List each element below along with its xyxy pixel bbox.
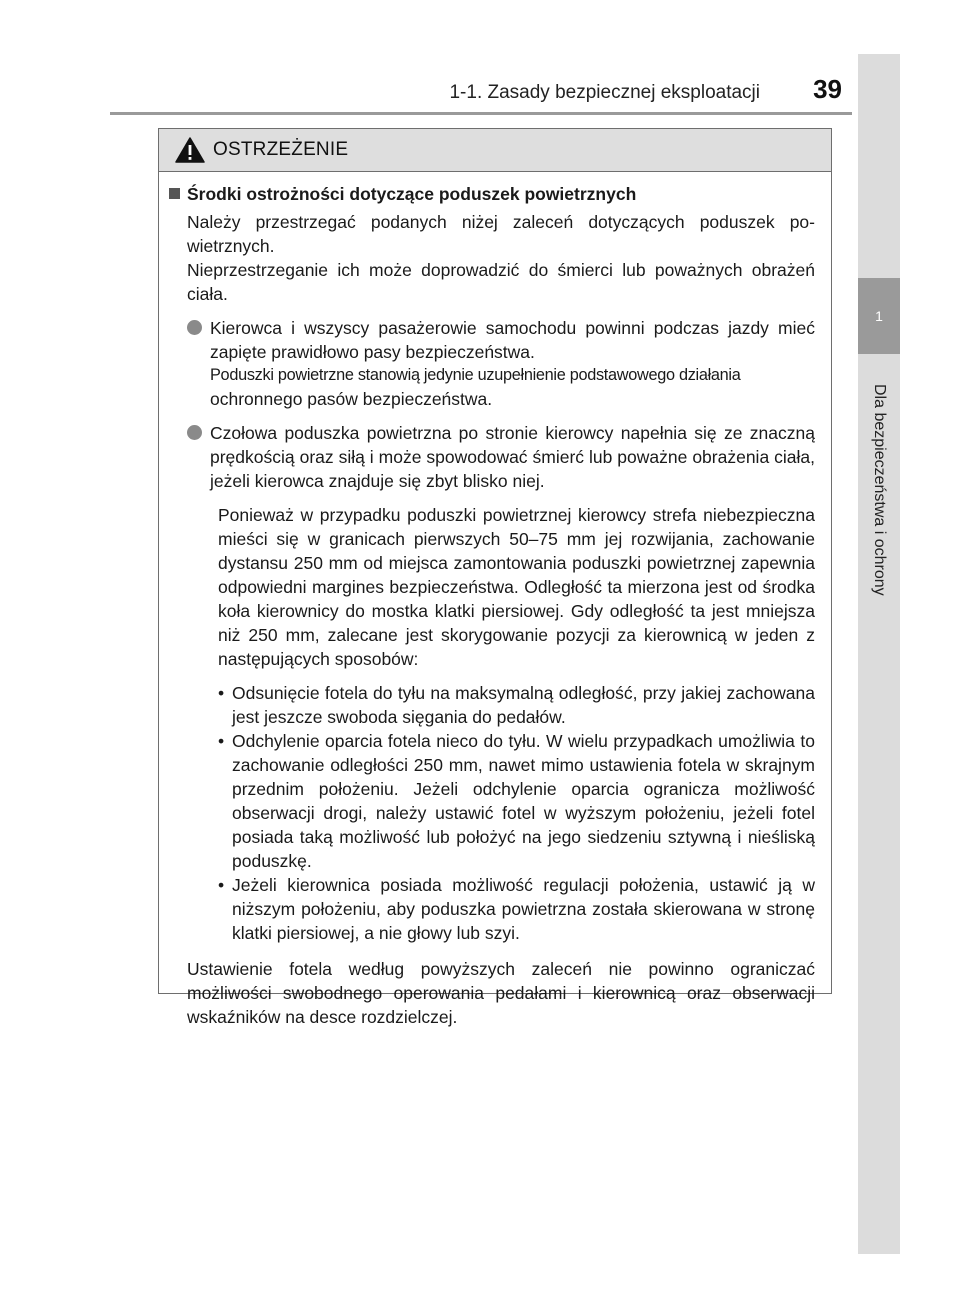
list-bullet: • (218, 683, 225, 703)
section-heading (169, 182, 815, 206)
warning-title: OSTRZEŻENIE (213, 139, 349, 160)
list-item (218, 681, 815, 729)
bullet-item-seatbelts (187, 316, 815, 411)
chapter-number: 1 (858, 278, 900, 354)
page-number: 39 (813, 74, 842, 104)
square-bullet-icon (169, 188, 180, 199)
header-rule (110, 112, 852, 115)
list-bullet: • (218, 875, 225, 895)
section-heading-text: Środki ostrożności dotyczące poduszek powietrznych (187, 184, 637, 204)
list-item-text: Jeżeli kierownica posiada możliwość regulacji położenia, ustawić ją w niższym położeniu, aby poduszka powietrzna została skierowana w stronę klatki piersiowej, a nie głowy lub szyi. (232, 875, 815, 943)
closing-paragraph: Ustawienie fotela według powyższych zaleceń nie powinno ograniczać możliwości swobodnego operowania pedałami i kierownicą oraz obserwacji wskaźników na desce rozdzielczej. (187, 959, 815, 1027)
list-item (218, 729, 815, 873)
bullet-content (210, 421, 815, 493)
intro-paragraph-2: Nieprzestrzeganie ich może doprowadzić do śmierci lub poważnych obrażeń ciała. (187, 260, 815, 304)
bullet-item-driver-airbag (187, 421, 815, 493)
chapter-side-tab (858, 54, 900, 1254)
warning-box (158, 128, 832, 1027)
warning-header (159, 129, 831, 172)
bullet-note-line-2: ochronnego pasów bezpieczeństwa. (210, 389, 493, 409)
bullet-text: Kierowca i wszyscy pasażerowie samochodu powinni podczas jazdy mieć zapięte prawidłowo pasy bezpieczeństwa. (210, 318, 815, 362)
warning-triangle-icon (175, 137, 205, 163)
explanation-paragraph: Ponieważ w przypadku poduszki powietrznej kierowcy strefa niebezpieczna mieści się w granicach pierwszych 50–75 mm jej rozwijania, zachowanie dystansu 250 mm od miejsca zamontowania poduszki powietrznej zapewnia odpowiedni margines bezpieczeństwa. Odległość ta mierzona jest od środka koła kierownicy do mostka klatki piersiowej. Gdy odległość ta jest mniejsza niż 250 mm, zalecane jest skorygowanie pozycji za kierownicą w jeden z następujących sposobów: (218, 505, 815, 669)
round-bullet-icon (187, 425, 202, 440)
warning-body (159, 172, 831, 1029)
chapter-label: Dla bezpieczeństwa i ochrony (871, 384, 888, 596)
header-section-title: 1-1. Zasady bezpiecznej eksploatacji (449, 82, 760, 103)
bullet-text: Czołowa poduszka powietrzna po stronie kierowcy napełnia się ze znaczną prędkością oraz siłą i może spowodować śmierć lub poważne obrażenia ciała, jeżeli kierowca znajduje się zbyt blisko niej. (210, 423, 815, 491)
bullet-content (210, 316, 815, 411)
list-bullet: • (218, 731, 225, 751)
list-item-text: Odsunięcie fotela do tyłu na maksymalną odległość, przy jakiej zachowana jest jeszcze swoboda sięgania do pedałów. (232, 683, 815, 727)
bullet-note-line-1: Poduszki powietrzne stanowią jedynie uzupełnienie podstawowego działania (210, 366, 741, 384)
round-bullet-icon (187, 320, 202, 335)
intro-paragraph-1: Należy przestrzegać podanych niżej zaleceń dotyczących poduszek powietrznych. (187, 212, 815, 256)
chapter-label-wrap (858, 384, 900, 744)
adjustment-list (218, 681, 815, 945)
list-item-text: Odchylenie oparcia fotela nieco do tyłu. W wielu przypadkach umożliwia to zachowanie odległości 250 mm, nawet mimo ustawienia fotela w skrajnym przednim położeniu. Jeżeli odchylenie oparcia ogranicza możliwość obserwacji drogi, należy ustawić fotel w wyższym położeniu, jeżeli fotel posiada taką możliwość lub położyć na jego siedzeniu sztywną i nieśliską poduszkę. (232, 731, 815, 871)
list-item (218, 873, 815, 945)
